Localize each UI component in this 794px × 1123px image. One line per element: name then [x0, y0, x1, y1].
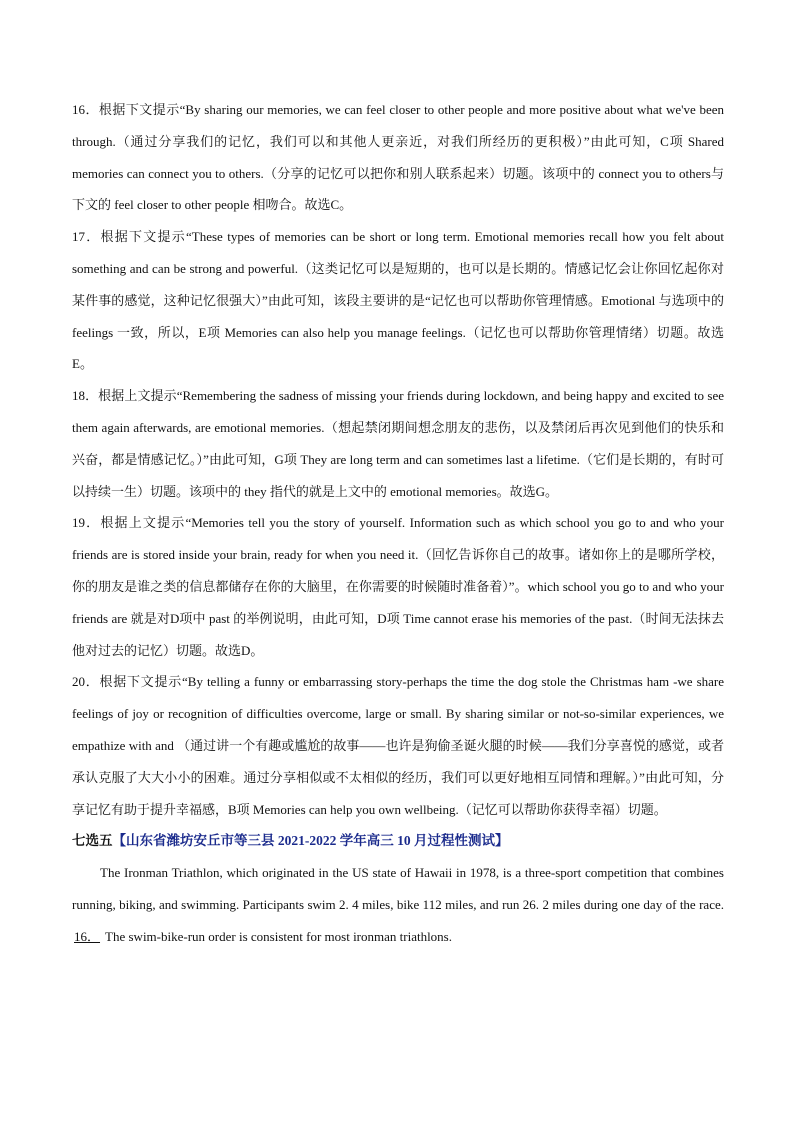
answer-17 — [72, 221, 724, 380]
passage-paragraph — [72, 857, 724, 952]
section-bracket-close: 】 — [495, 833, 509, 849]
answer-number: 19 — [72, 515, 85, 531]
section-bracket-open: 【 — [112, 833, 126, 849]
section-heading — [72, 825, 724, 857]
answer-number: 18 — [72, 388, 85, 404]
answer-20 — [72, 666, 724, 825]
section-label: 七选五 — [72, 833, 113, 849]
passage-text-continued: The swim-bike-run order is consistent for most ironman triathlons. — [102, 928, 452, 944]
answer-text: ．根据下文提示“By telling a funny or embarrassing story-perhaps the time the dog stole the Christmas ham -we share feelings of joy or recognition of difficulties overcome, large or small. By sharing similar or not-so-similar experiences, we empathize with and （通过讲一个有趣或尴尬的故事——也许是狗偷圣诞火腿的时候——我们分享喜悦的感觉，或者承认克服了大大小小的困难。通过分享相似或不太相似的经历，我们可以更好地相互同情和理解。）”由此可知，分享记忆有助于提升幸福感，B项 Memories can help you own wellbeing.（记忆可以帮助你获得幸福）切题。 — [72, 674, 724, 817]
document-page — [72, 94, 724, 953]
answer-number: 16 — [72, 102, 85, 117]
answer-number: 20 — [72, 674, 85, 690]
answer-18 — [72, 380, 724, 507]
blank-16: 16． — [74, 928, 101, 944]
answer-text: ．根据下文提示“These types of memories can be short or long term. Emotional memories recall how you felt about something and can be strong and powerful.（这类记忆可以是短期的，也可以是长期的。情感记忆会让你回忆起你对某件事的感觉，这种记忆很强大）”由此可知，该段主要讲的是“记忆也可以帮助你管理情感。Emotional 与选项中的 feelings 一致，所以，E项 Memories can also help you manage feelings.（记忆也可以帮助你管理情绪）切题。故选E。 — [72, 229, 724, 372]
answer-text: ．根据上文提示“Memories tell you the story of yourself. Information such as which school you go to and who your friends are is stored inside your brain, ready for when you need it.（回忆告诉你自己的故事。诸如你上的是哪所学校，你的朋友是谁之类的信息都储存在你的大脑里，在你需要的时候随时准备着）”。which school you go to and who your friends are 就是对D项中 past 的举例说明，由此可知，D项 Time cannot erase his memories of the past.（时间无法抹去他对过去的记忆）切题。故选D。 — [72, 515, 724, 658]
passage-text: The Ironman Triathlon, which originated in the US state of Hawaii in 1978, is a three-sport competition that combines running, biking, and swimming. Participants swim 2. 4 miles, bike 112 miles, and run 26. 2 miles during one day of the race. — [72, 865, 724, 913]
answer-text: ．根据下文提示“By sharing our memories, we can feel closer to other people and more positive about what we've been through.（通过分享我们的记忆，我们可以和其他人更亲近，对我们所经历的更积极）”由此可知，C项 Shared memories can connect you to others.（分享的记忆可以把你和别人联系起来）切题。该项中的 connect you to others与下文的 feel closer to other people 相吻合。故选C。 — [72, 102, 724, 213]
answer-16 — [72, 94, 724, 221]
answer-19 — [72, 507, 724, 666]
section-source: 山东省潍坊安丘市等三县 2021-2022 学年高三 10 月过程性测试 — [126, 833, 495, 849]
answer-number: 17 — [72, 229, 85, 245]
answer-text: ．根据上文提示“Remembering the sadness of missing your friends during lockdown, and being happy and excited to see them again afterwards, are emotional memories.（想起禁闭期间想念朋友的悲伤，以及禁闭后再次见到他们的快乐和兴奋，都是情感记忆。）”由此可知，G项 They are long term and can sometimes last a lifetime.（它们是长期的，有时可以持续一生）切题。该项中的 they 指代的就是上文中的 emotional memories。故选G。 — [72, 388, 724, 499]
